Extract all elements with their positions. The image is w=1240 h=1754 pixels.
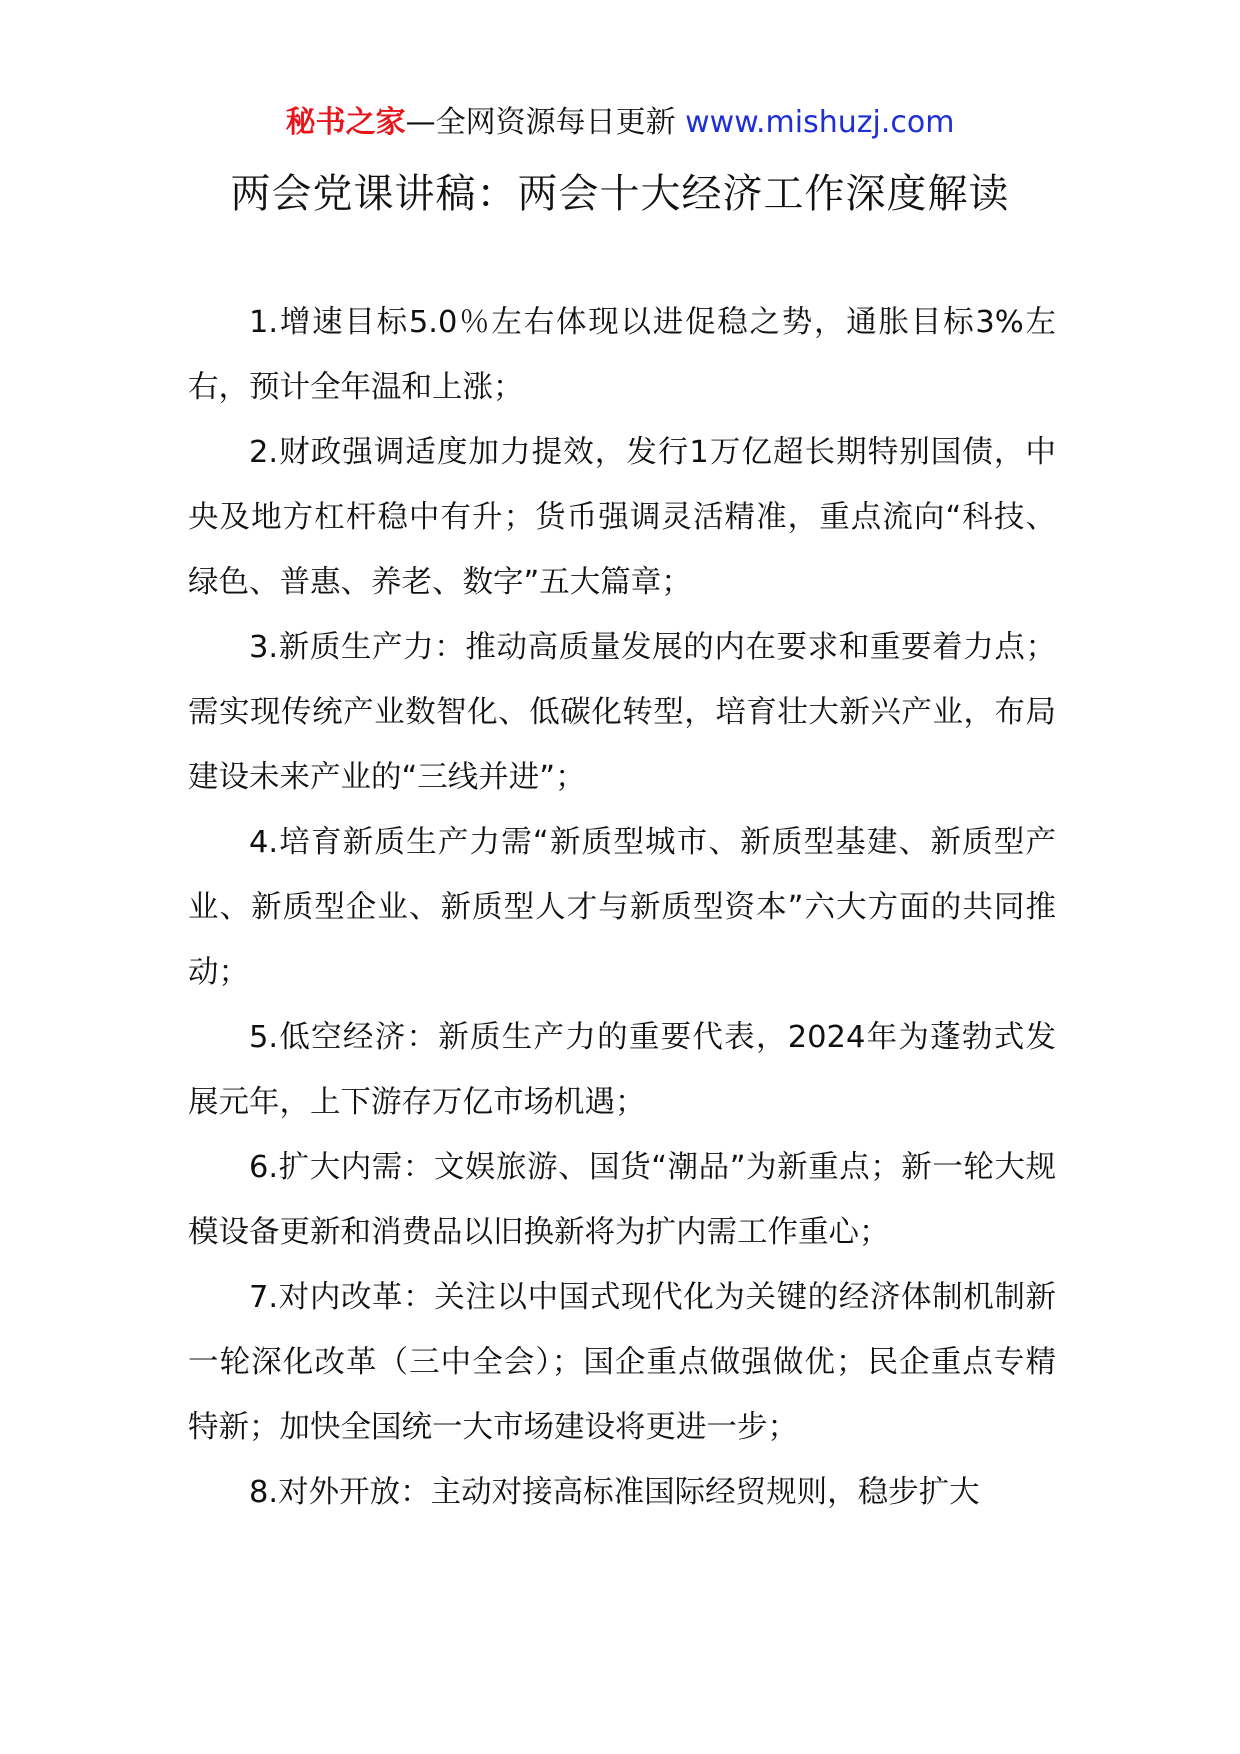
paragraph-8: 8.对外开放：主动对接高标准国际经贸规则，稳步扩大 (249, 1475, 980, 1510)
paragraph-7: 7.对内改革：关注以中国式现代化为关键的经济体制机制新一轮深化改革（三中全会）；国企重点做强做优；民企重点专精特新；加快全国统一大市场建设将更进一步； (188, 1280, 1056, 1445)
paragraph-6: 6.扩大内需：文娱旅游、国货“潮品”为新重点；新一轮大规模设备更新和消费品以旧换新将为扩内需工作重心； (188, 1150, 1056, 1250)
site-url: www.mishuzj.com (685, 105, 955, 140)
brand-name: 秘书之家 (285, 105, 406, 140)
paragraph-2: 2.财政强调适度加力提效，发行1万亿超长期特别国债，中央及地方杠杆稳中有升；货币强调灵活精准，重点流向“科技、绿色、普惠、养老、数字”五大篇章； (188, 435, 1056, 600)
header-slogan: —全网资源每日更新 (405, 105, 676, 140)
paragraph-3: 3.新质生产力：推动高质量发展的内在要求和重要着力点；需实现传统产业数智化、低碳化转型，培育壮大新兴产业，布局建设未来产业的“三线并进”； (188, 630, 1056, 795)
paragraph-5: 5.低空经济：新质生产力的重要代表，2024年为蓬勃式发展元年，上下游存万亿市场机遇； (188, 1020, 1056, 1120)
paragraph-1: 1.增速目标5.0％左右体现以进促稳之势，通胀目标3%左右，预计全年温和上涨； (188, 305, 1056, 405)
document-body (188, 290, 1056, 1525)
paragraph-4: 4.培育新质生产力需“新质型城市、新质型基建、新质型产业、新质型企业、新质型人才与新质型资本”六大方面的共同推动； (188, 825, 1056, 990)
document-title: 两会党课讲稿：两会十大经济工作深度解读 (230, 171, 1010, 217)
site-header (0, 103, 1240, 143)
